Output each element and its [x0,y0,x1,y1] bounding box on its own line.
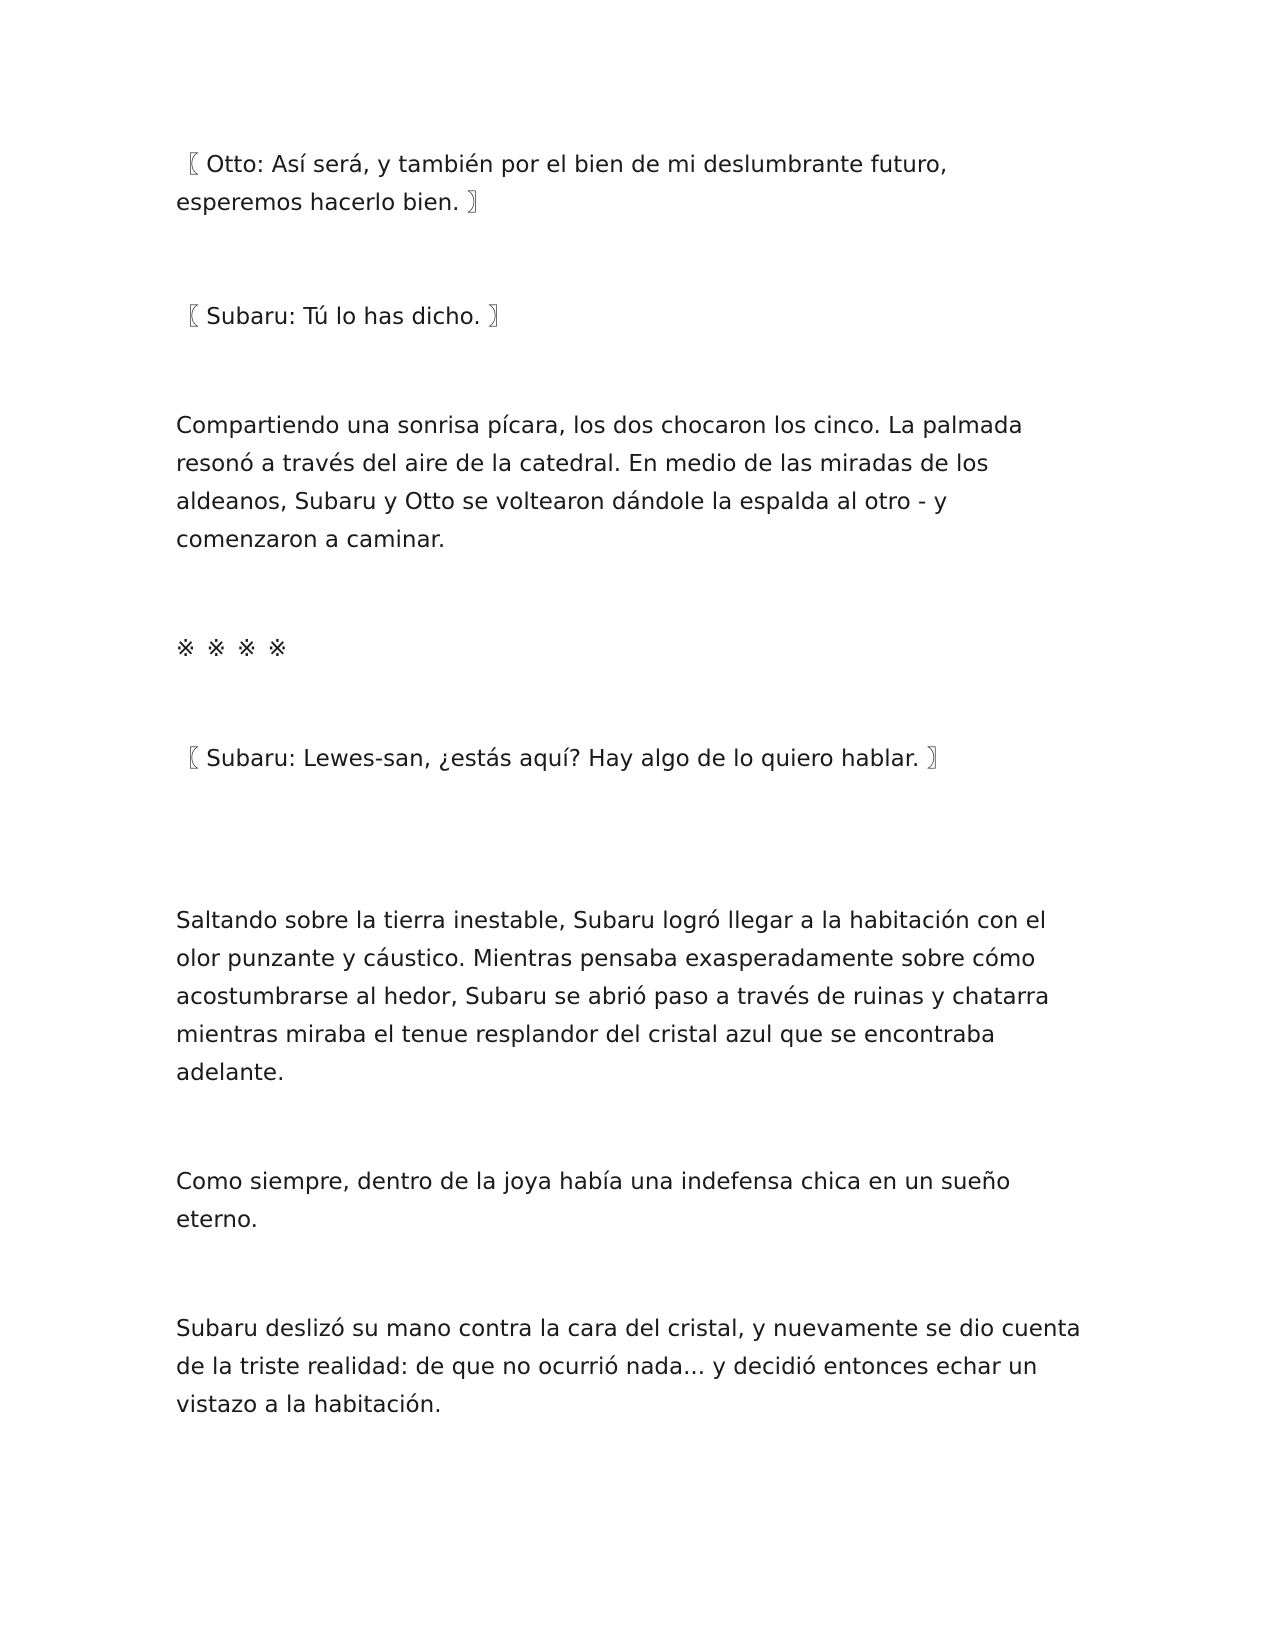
text-line: esperemos hacerlo bien. 〗 [176,190,490,216]
text-line: vistazo a la habitación. [176,1392,442,1418]
dialogue-subaru-2 [176,740,1106,778]
narration-paragraph-3 [176,1163,1106,1239]
text-line: 〖 Subaru: Tú lo has dicho. 〗 [176,304,511,330]
text-line: de la triste realidad: de que no ocurrió nada... y decidió entonces echar un [176,1354,1038,1380]
text-line: Saltando sobre la tierra inestable, Subaru logró llegar a la habitación con el [176,908,1047,934]
text-line: eterno. [176,1207,258,1233]
text-line: 〖 Otto: Así será, y también por el bien de mi deslumbrante futuro, [176,152,948,178]
text-line: resonó a través del aire de la catedral. En medio de las miradas de los [176,451,989,477]
scene-separator [176,630,1106,668]
narration-paragraph-4 [176,1310,1106,1424]
text-line: aldeanos, Subaru y Otto se voltearon dándole la espalda al otro - y [176,489,948,515]
text-line: 〖 Subaru: Lewes-san, ¿estás aquí? Hay algo de lo quiero hablar. 〗 [176,746,950,772]
text-line: Compartiendo una sonrisa pícara, los dos chocaron los cinco. La palmada [176,413,1023,439]
narration-paragraph-1 [176,407,1106,559]
dialogue-otto [176,146,1106,222]
narration-paragraph-2 [176,902,1106,1092]
dialogue-subaru-1 [176,298,1106,336]
text-line: Subaru deslizó su mano contra la cara del cristal, y nuevamente se dio cuenta [176,1316,1081,1342]
text-line: acostumbrarse al hedor, Subaru se abrió paso a través de ruinas y chatarra [176,984,1050,1010]
text-line: mientras miraba el tenue resplandor del cristal azul que se encontraba [176,1022,996,1048]
text-line: ※ ※ ※ ※ [176,636,290,662]
text-line: adelante. [176,1060,285,1086]
text-line: Como siempre, dentro de la joya había una indefensa chica en un sueño [176,1169,1011,1195]
text-line: comenzaron a caminar. [176,527,446,553]
text-line: olor punzante y cáustico. Mientras pensaba exasperadamente sobre cómo [176,946,1036,972]
